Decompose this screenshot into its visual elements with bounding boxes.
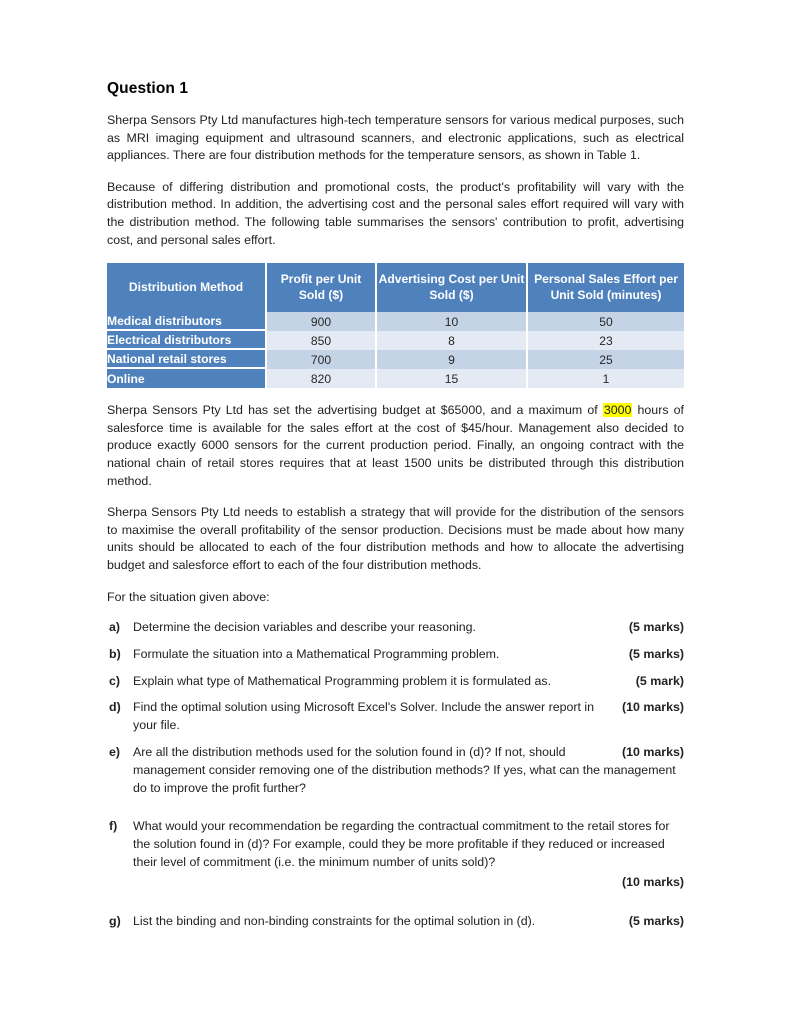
question-body — [133, 699, 684, 735]
strategy-paragraph: Sherpa Sensors Pty Ltd needs to establish a strategy that will provide for the distribution of the sensors to maximise the overall profitability of the sensor production. Decisions must be made about how many units should be allocated to each of the four distribution methods and how to allocate the advertising budget and salesforce effort to each of the four distribution methods. — [107, 505, 684, 572]
question-item-a — [107, 619, 684, 637]
question-marks: (10 marks) — [622, 874, 684, 889]
constraints-text-after: hours of salesforce time is available for the sales effort at the cost of $45/hour. Management also decided to produce exactly 6000 sensors for the current production period. Finally, an ongoing contract with the national chain of retail stores requires that at least 1500 units be distributed through this distribution method. — [107, 403, 684, 488]
highlighted-salesforce-hours: 3000 — [603, 403, 632, 418]
cell-effort: 23 — [528, 331, 684, 350]
cell-effort: 1 — [528, 369, 684, 388]
question-item-d — [107, 699, 684, 735]
table-row — [107, 369, 684, 388]
column-header-advertising-cost: Advertising Cost per Unit Sold ($) — [377, 263, 528, 312]
question-item-f — [107, 818, 684, 891]
question-marks: (5 marks) — [628, 620, 684, 635]
cell-profit: 700 — [267, 350, 377, 369]
intro-paragraph-2: Because of differing distribution and promotional costs, the product's profitability will vary with the distribution method. In addition, the advertising cost and the personal sales effort required will vary with the distribution method. The following table summarises the sensors' contribution to profit, advertising cost, and personal sales effort. — [107, 179, 684, 247]
table-header-row — [107, 263, 684, 312]
question-text: Find the optimal solution using Microsoft Excel's Solver. Include the answer report in your file. — [133, 700, 595, 733]
question-text: Are all the distribution methods used for the solution found in (d)? If not, should management consider removing one of the distribution methods? If yes, what can the management do to improve the profit further? — [133, 745, 676, 795]
question-body — [133, 673, 684, 691]
question-text: List the binding and non-binding constraints for the optimal solution in (d). — [133, 913, 536, 928]
question-item-g — [107, 913, 684, 931]
table-row — [107, 350, 684, 369]
question-text: Explain what type of Mathematical Programming problem it is formulated as. — [133, 673, 552, 688]
cell-method: National retail stores — [107, 350, 267, 369]
question-marks: (5 marks) — [628, 646, 684, 661]
question-text: Formulate the situation into a Mathematical Programming problem. — [133, 646, 500, 661]
question-letter: a) — [109, 620, 121, 635]
constraints-paragraph — [107, 402, 684, 490]
question-body — [133, 646, 684, 664]
column-header-profit-per-unit: Profit per Unit Sold ($) — [267, 263, 377, 312]
question-letter: d) — [109, 700, 121, 715]
distribution-methods-table — [107, 263, 684, 388]
cell-advertising: 9 — [377, 350, 528, 369]
intro-paragraph-1: Sherpa Sensors Pty Ltd manufactures high-tech temperature sensors for various medical purposes, such as MRI imaging equipment and ultrasound scanners, and electronic applications, such as electrical appliances. There are four distribution methods for the temperature sensors, as shown in Table 1. — [107, 113, 684, 163]
cell-profit: 900 — [267, 312, 377, 331]
question-body — [133, 913, 684, 931]
question-letter: b) — [109, 646, 121, 661]
column-header-sales-effort: Personal Sales Effort per Unit Sold (minutes) — [528, 263, 684, 312]
question-letter: f) — [109, 819, 118, 834]
question-marks: (5 marks) — [628, 913, 684, 928]
cell-method: Online — [107, 369, 267, 388]
question-marks: (10 marks) — [622, 700, 684, 715]
task-prompt: For the situation given above: — [107, 589, 270, 604]
cell-effort: 25 — [528, 350, 684, 369]
cell-advertising: 8 — [377, 331, 528, 350]
constraints-text-before: Sherpa Sensors Pty Ltd has set the advertising budget at $65000, and a maximum of — [107, 403, 603, 418]
question-letter: e) — [109, 745, 121, 760]
table-row — [107, 331, 684, 350]
cell-method: Medical distributors — [107, 312, 267, 331]
question-marks: (5 mark) — [635, 673, 684, 688]
question-letter: c) — [109, 673, 121, 688]
cell-advertising: 10 — [377, 312, 528, 331]
question-body — [133, 744, 684, 797]
question-body — [133, 818, 684, 891]
cell-profit: 850 — [267, 331, 377, 350]
question-text: What would your recommendation be regarding the contractual commitment to the retail stores for the solution found in (d)? For example, could they be more profitable if they reduced or increased their level of commitment (i.e. the minimum number of units sold)? — [133, 819, 670, 870]
cell-effort: 50 — [528, 312, 684, 331]
question-item-c — [107, 673, 684, 691]
question-text: Determine the decision variables and describe your reasoning. — [133, 620, 476, 635]
question-list — [107, 619, 684, 930]
question-item-b — [107, 646, 684, 664]
question-marks: (10 marks) — [622, 745, 684, 760]
question-item-e — [107, 744, 684, 797]
table-body — [107, 312, 684, 388]
cell-profit: 820 — [267, 369, 377, 388]
table-header — [107, 263, 684, 312]
cell-method: Electrical distributors — [107, 331, 267, 350]
column-header-distribution-method: Distribution Method — [107, 263, 267, 312]
question-body — [133, 619, 684, 637]
cell-advertising: 15 — [377, 369, 528, 388]
question-letter: g) — [109, 913, 121, 928]
document-content — [107, 80, 684, 930]
table-row — [107, 312, 684, 331]
page-title: Question 1 — [107, 80, 189, 97]
